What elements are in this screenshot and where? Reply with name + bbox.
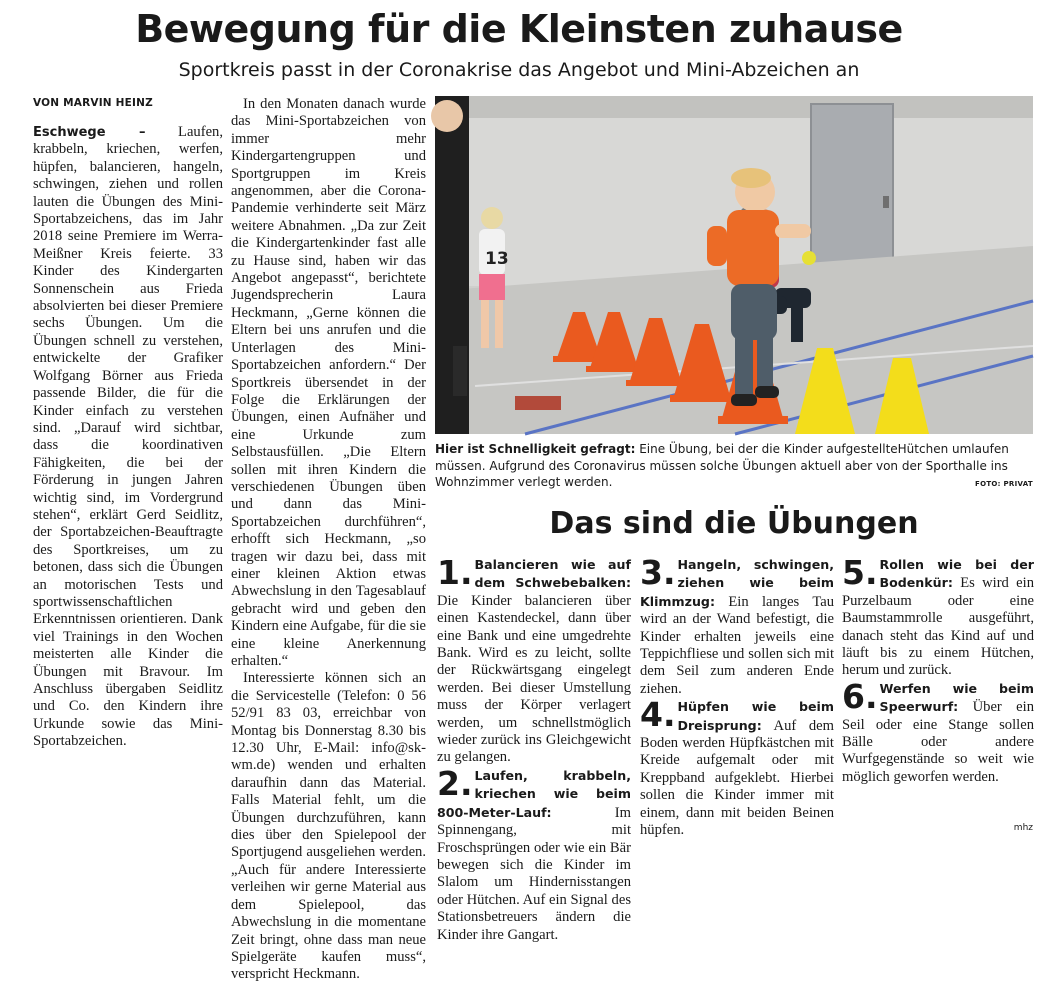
article-paragraph-1: Eschwege – Laufen, krabbeln, kriechen, werfen, hüpfen, balancieren, hangeln, schwingen, ziehen und rollen lauten die Übungen des Mini-Sportabzeichens, das im Jahr 2018 seine Premiere im Werra-Meißner Kreis feierte. 33 Kinder des Kindergarten Sonnenschein aus Frieda absolvierten bei dieser Premiere sechs Übungen. Um die Übungen schnell zu verstehen, entwickelte der Grafiker Wolfgang Börner aus Frieda passende Bilder, die für die Kinder einfach zu verstehen sind. „Darauf wird sichtbar, dass die koordinativen Fähigkeiten, die bei der Förderung in jungen Jahren wichtig sind, im Vordergrund stehen“, erklärt Gerd Seidlitz, der Sportabzeichen-Beauftragte des Sportkreises, um zu betonen, dass sich die Übungen an motorischen Tests und sportwissenschaftlichen Erkenntnissen orientieren. Dank viel Trainings in den Wochen meisterten alle Kinder die Übungen mit Bravour. Im Anschluss übergaben Seidlitz und Co. den Kindern ihre Urkunde sowie das Mini-Sportabzeichen. (33, 124, 223, 750)
caption-lead: Hier ist Schnelligkeit gefragt: (435, 442, 636, 456)
exercise-item: 5. Rollen wie bei der Bodenkür: Es wird ein Purzelbaum oder eine Baumstammrolle ausgeführt, danach steht das Kind auf und läuft bis zu einem Hütchen, herum und zurück. (842, 553, 1034, 679)
caption-text: Eine Übung, bei der die Kinder aufgestelltеHütchen umlaufen müssen. Aufgrund des Coronavirus müssen solche Übungen aktuell aber von der Sporthalle ins Wohnzimmer verlegt werden. (435, 442, 1009, 489)
headline: Bewegung für die Kleinsten zuhause (135, 7, 903, 51)
author-signature: mhz (1013, 823, 1033, 833)
exercise-item: 2. Laufen, krabbeln, kriechen wie beim 800-Meter-Lauf: Im Spinnengang, mit Froschsprüngen oder wie ein Bär bewegen sich die Kinder im Slalom um Hindernisstangen oder Hütchen. Auf ein Signal des Stationsbetreuers ändern die Kinder ihre Gangart. (437, 763, 631, 943)
svg-text:13: 13 (485, 249, 509, 269)
article-photo (435, 96, 1033, 434)
byline: VON MARVIN HEINZ (33, 97, 153, 109)
photo-caption (435, 441, 1033, 491)
exercise-item: 6. Werfen wie beim Speerwurf: Über ein Seil oder eine Stange sollen Bälle oder andere Wurfgegenstände so weit wie möglich geworfen werden. (842, 676, 1034, 785)
subheadline: Sportkreis passt in der Coronakrise das Angebot und Mini-Abzeichen an (178, 59, 860, 81)
article-column-2 (231, 96, 426, 984)
exercise-item: 3. Hangeln, schwingen, ziehen wie beim Klimmzug: Ein langes Tau wird an der Wand befestigt, die Kinder erhalten jeweils eine Teppichfliese und sollen sich mit dem Seil zum anderen Ende ziehen. (640, 553, 834, 697)
exercise-item: 4. Hüpfen wie beim Dreisprung: Auf dem Boden werden Hüpfkästchen mit Kreide aufgemalt oder mit Kreppband aufgeklebt. Hierbei sollen die Kinder immer mit einem, dann mit beiden Beinen hüpfen. (640, 695, 834, 839)
dateline: Eschwege – (33, 125, 146, 140)
exercises-column-1 (437, 553, 631, 944)
article-paragraph-3: Interessierte können sich an die Servicestelle (Telefon: 0 56 52/91 83 03, erreichbar von Montag bis Donnerstag 8.30 bis 12.30 Uhr, E-Mail: info@sk-wm.de) wenden und erhalten daraufhin dann das Material. Falls Material fehlt, um die Übungen durchzuführen, kann dies über den Spielepool der Sportjugend ausgeliehen werden. „Auch für andere Interessierte verleihen wir gerne Material aus dem Spielepool, das Abwechslung in die momentane Zeit bringt, ohne dass man neue Spielgeräte kaufen muss“, verspricht Heckmann. (231, 670, 426, 983)
exercise-item: 1. Balancieren wie auf dem Schwebebalken: Die Kinder balancieren über einen Kastendeckel, dann über eine Bank und eine umgedrehte Bank. Wird es zu leicht, sollte der Rückwärtsgang eingelegt werden. Bei dieser Umstellung muss der Körper verlagert werden, um schnellstmöglich wieder zurück ins Gleichgewicht zu gelangen. (437, 553, 631, 766)
gym-scene-illustration (435, 96, 1033, 434)
exercises-column-2 (640, 553, 834, 840)
photo-credit: FOTO: PRIVAT (974, 480, 1033, 488)
article-paragraph-2: In den Monaten danach wurde das Mini-Sportabzeichen von immer mehr Kindergartengruppen und Sportgruppen im Kreis angenommen, aber die Corona-Pandemie verhinderte seit März weitere Abnahmen. „Da zur Zeit die Kindergartenkinder fast alle zu Hause sind, haben wir das Angebot angepasst“, berichtete Jugendsprecherin Laura Heckmann, „Gerne können die Eltern bei uns anrufen und die Unterlagen des Mini-Sportabzeichen anfordern.“ Der Sportkreis übersendet in der Folge die Erklärungen der Übungen, einen Aufnäher und eine Urkunde zum Selbstausfüllen. „Die Eltern sollen mit ihren Kindern die verschiedenen Übungen üben und dann das Mini-Sportabzeichen durchführen“, erhofft sich Heckmann, „so tragen wir dazu bei, dass mit einer kleinen Aktion etwas Abwechslung in den Tagesablauf gebracht wird und geben den Kindern eine Aufgabe, für die sie eine kleine Anerkennung erhalten.“ (231, 96, 426, 669)
exercises-column-3 (842, 553, 1034, 786)
article-column-1 (33, 96, 223, 751)
section-title: Das sind die Übungen (549, 506, 919, 541)
